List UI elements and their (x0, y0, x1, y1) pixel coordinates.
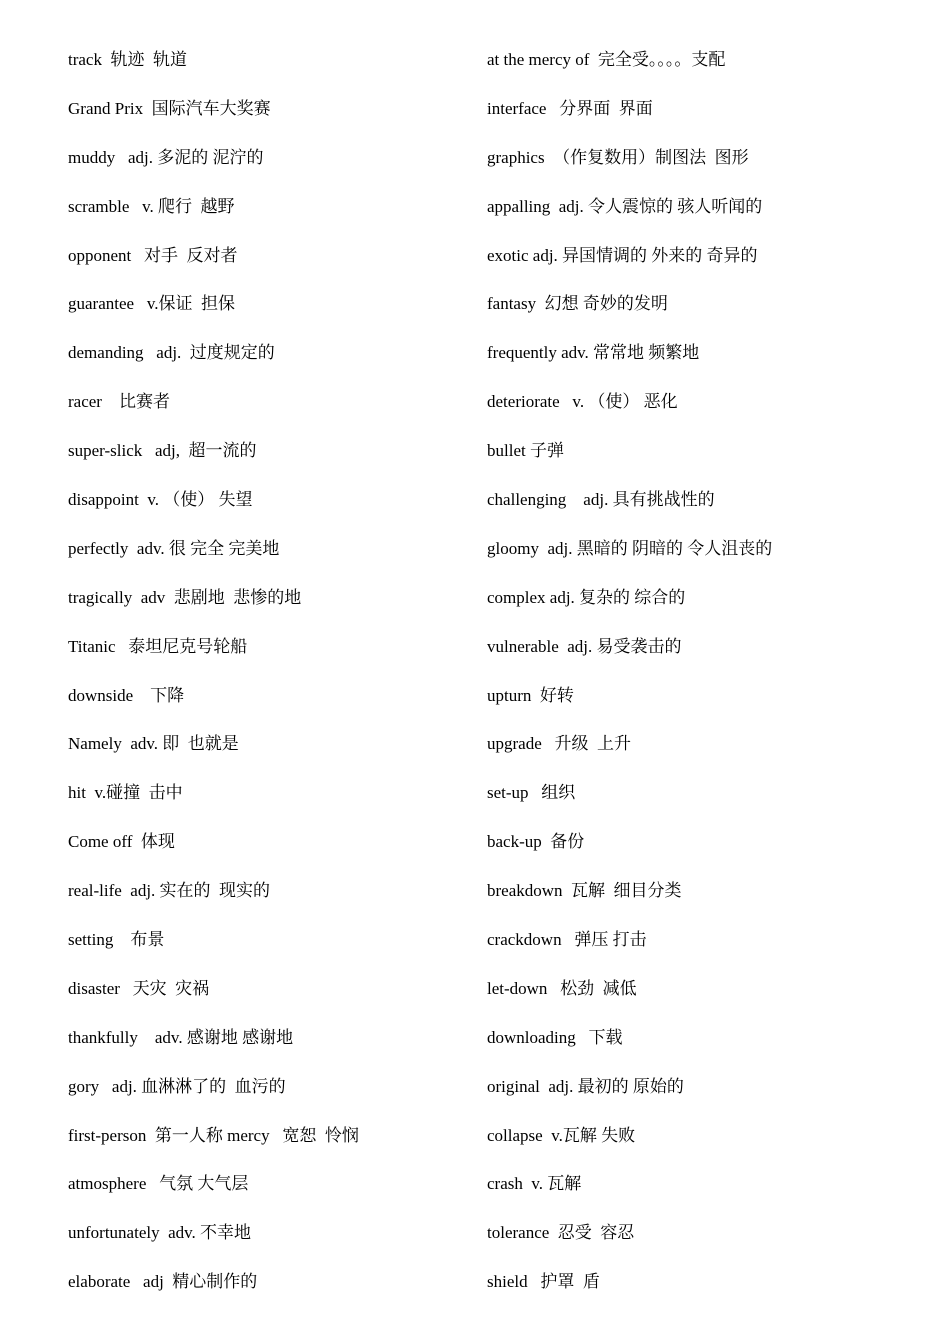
vocab-entry: appalling adj. 令人震惊的 骇人听闻的 (487, 196, 763, 216)
vocab-entry: opponent 对手 反对者 (68, 245, 238, 265)
vocab-entry: at the mercy of 完全受。。。。支配 (487, 50, 726, 69)
vocab-entry: racer 比赛者 (68, 392, 170, 412)
vocab-entry: scramble v. 爬行 越野 (68, 196, 235, 216)
vocab-entry: set-up 组织 (487, 783, 576, 803)
vocab-entry: first-person 第一人称 mercy 宽恕 怜悯 (68, 1125, 359, 1145)
vocab-column-left (68, 46, 468, 1317)
vocab-entry: upturn 好转 (487, 685, 574, 705)
vocab-entry: bullet 子弹 (487, 441, 564, 461)
vocab-column-right (487, 46, 927, 1317)
vocab-entry: guarantee v.保证 担保 (68, 294, 235, 314)
vocab-entry: complex adj. 复杂的 综合的 (487, 587, 686, 607)
vocab-entry: super-slick adj, 超一流的 (68, 441, 257, 461)
vocab-entry: downside 下降 (68, 685, 185, 705)
vocab-entry: fantasy 幻想 奇妙的发明 (487, 294, 668, 314)
vocab-entry: muddy adj. 多泥的 泥泞的 (68, 147, 264, 167)
vocab-entry: graphics （作复数用）制图法 图形 (487, 147, 749, 167)
vocab-entry: hit v.碰撞 击中 (68, 783, 183, 803)
vocab-entry: let-down 松劲 减低 (487, 978, 637, 998)
vocab-entry: interface 分界面 界面 (487, 98, 653, 118)
vocab-entry: tolerance 忍受 容忍 (487, 1223, 635, 1243)
vocab-entry: upgrade 升级 上升 (487, 734, 632, 754)
vocab-entry: disaster 天灾 灾祸 (68, 978, 210, 998)
vocab-entry: crackdown 弹压 打击 (487, 930, 647, 950)
vocab-entry: thankfully adv. 感谢地 感谢地 (68, 1027, 294, 1047)
vocab-entry: Grand Prix 国际汽车大奖赛 (68, 98, 271, 118)
vocab-entry: tragically adv 悲剧地 悲惨的地 (68, 587, 302, 607)
vocab-entry: breakdown 瓦解 细目分类 (487, 881, 682, 901)
vocab-entry: demanding adj. 过度规定的 (68, 343, 275, 363)
vocab-entry: back-up 备份 (487, 832, 585, 852)
vocab-entry: setting 布景 (68, 930, 165, 950)
vocab-entry: exotic adj. 异国情调的 外来的 奇异的 (487, 245, 758, 265)
vocab-entry: original adj. 最初的 原始的 (487, 1076, 684, 1096)
vocab-entry: Titanic 泰坦尼克号轮船 (68, 636, 248, 656)
vocab-entry: downloading 下载 (487, 1027, 623, 1047)
vocab-entry: challenging adj. 具有挑战性的 (487, 490, 715, 510)
vocab-entry: track 轨迹 轨道 (68, 50, 187, 69)
vocab-entry: crash v. 瓦解 (487, 1174, 582, 1194)
vocab-entry: gloomy adj. 黑暗的 阴暗的 令人沮丧的 (487, 538, 773, 558)
vocab-entry: Come off 体现 (68, 832, 175, 852)
vocab-entry: shield 护罩 盾 (487, 1272, 600, 1292)
vocab-entry: real-life adj. 实在的 现实的 (68, 881, 271, 901)
vocab-entry: gory adj. 血淋淋了的 血污的 (68, 1076, 286, 1096)
vocab-entry: vulnerable adj. 易受袭击的 (487, 636, 682, 656)
vocab-entry: unfortunately adv. 不幸地 (68, 1223, 252, 1243)
vocab-entry: elaborate adj 精心制作的 (68, 1272, 258, 1292)
vocab-entry: atmosphere 气氛 大气层 (68, 1174, 249, 1194)
vocab-entry: collapse v.瓦解 失败 (487, 1125, 636, 1145)
vocab-entry: frequently adv. 常常地 频繁地 (487, 343, 700, 363)
vocab-entry: deteriorate v. （使） 恶化 (487, 392, 678, 412)
vocab-entry: perfectly adv. 很 完全 完美地 (68, 538, 280, 558)
vocab-entry: Namely adv. 即 也就是 (68, 734, 239, 754)
vocab-entry: disappoint v. （使） 失望 (68, 490, 253, 510)
